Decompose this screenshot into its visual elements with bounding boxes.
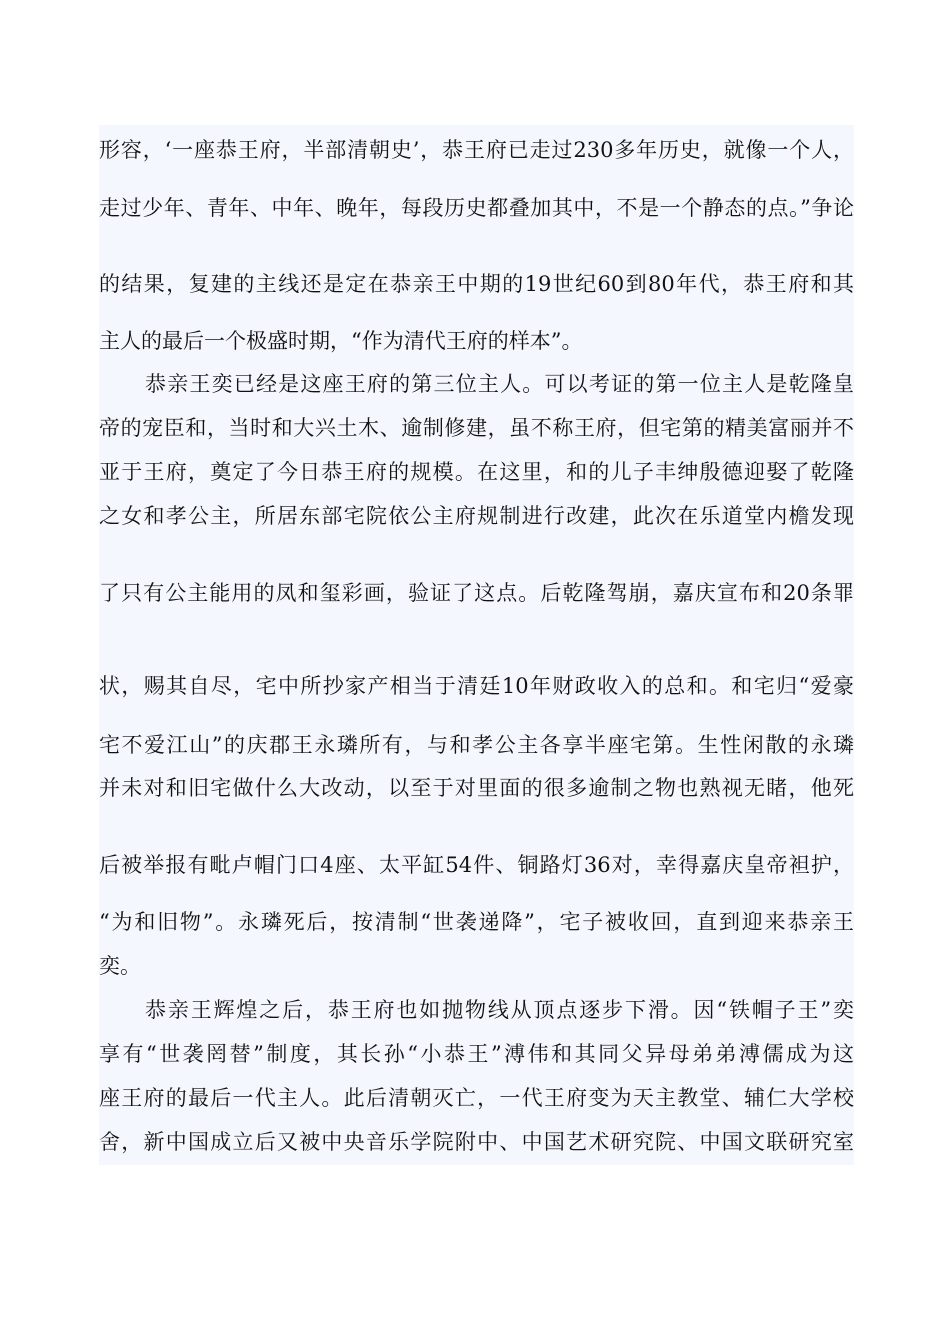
text-line: 了只有公主能用的凤和玺彩画，验证了这点。后乾隆驾崩，嘉庆宣布和20条罪 xyxy=(99,581,854,605)
text-line: 舍，新中国成立后又被中央音乐学院附中、中国艺术研究院、中国文联研究室 xyxy=(99,1130,854,1154)
text-line: “为和旧物”。永璘死后，按清制“世袭递降”，宅子被收回，直到迎来恭亲王 xyxy=(99,910,854,934)
text-line: 享有“世袭罔替”制度，其长孙“小恭王”溥伟和其同父异母弟弟溥儒成为这 xyxy=(99,1042,854,1066)
text-line: 座王府的最后一代主人。此后清朝灭亡，一代王府变为天主教堂、辅仁大学校 xyxy=(99,1086,854,1110)
text-line: 恭亲王奕已经是这座王府的第三位主人。可以考证的第一位主人是乾隆皇 xyxy=(145,372,854,396)
text-line: 帝的宠臣和，当时和大兴土木、逾制修建，虽不称王府，但宅第的精美富丽并不 xyxy=(99,416,854,440)
text-line: 恭亲王辉煌之后，恭王府也如抛物线从顶点逐步下滑。因“铁帽子王”奕 xyxy=(145,998,854,1022)
text-line: 形容，‘一座恭王府，半部清朝史’，恭王府已走过230多年历史，就像一个人， xyxy=(99,138,854,162)
text-line: 后被举报有毗卢帽门口4座、太平缸54件、铜路灯36对，幸得嘉庆皇帝袒护， xyxy=(99,853,854,877)
text-line: 亚于王府，奠定了今日恭王府的规模。在这里，和的儿子丰绅殷德迎娶了乾隆 xyxy=(99,460,854,484)
text-line: 的结果，复建的主线还是定在恭亲王中期的19世纪60到80年代，恭王府和其 xyxy=(99,272,854,296)
text-line: 宅不爱江山”的庆郡王永璘所有，与和孝公主各享半座宅第。生性闲散的永璘 xyxy=(99,733,854,757)
text-line: 走过少年、青年、中年、晚年，每段历史都叠加其中，不是一个静态的点。”争论 xyxy=(99,196,854,220)
text-line: 并未对和旧宅做什么大改动，以至于对里面的很多逾制之物也熟视无睹，他死 xyxy=(99,776,854,800)
text-line: 奕。 xyxy=(99,954,141,978)
text-line: 之女和孝公主，所居东部宅院依公主府规制进行改建，此次在乐道堂内檐发现 xyxy=(99,504,854,528)
text-line: 主人的最后一个极盛时期，“作为清代王府的样本”。 xyxy=(99,329,583,353)
text-line: 状，赐其自尽，宅中所抄家产相当于清廷10年财政收入的总和。和宅归“爱豪 xyxy=(99,674,854,698)
